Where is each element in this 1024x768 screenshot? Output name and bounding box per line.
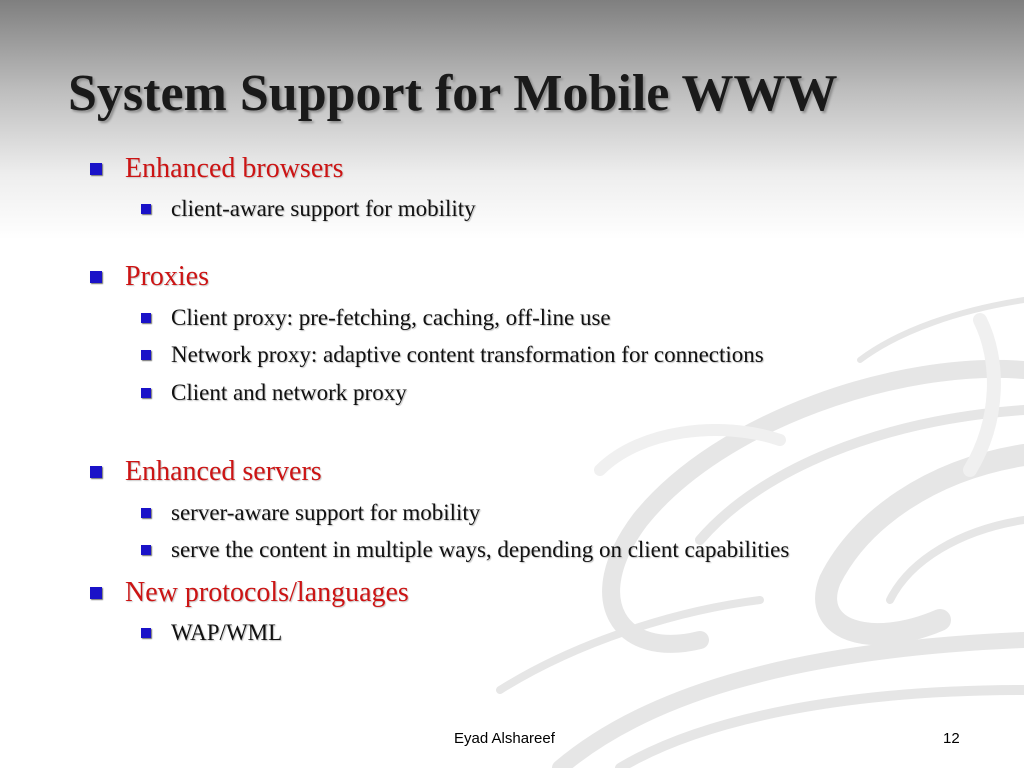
bullet-enhanced-browsers [90,152,343,186]
square-bullet-icon [141,628,151,638]
sub-bullet [141,194,476,224]
square-bullet-icon [141,545,151,555]
sub-bullet-text: server-aware support for mobility [171,500,481,525]
sub-bullet [141,340,764,370]
square-bullet-icon [141,388,151,398]
square-bullet-icon [141,350,151,360]
sub-bullet-text: WAP/WML [171,620,283,645]
sub-bullet-text: serve the content in multiple ways, depending on client capabilities [171,537,790,562]
square-bullet-icon [141,204,151,214]
bullet-label: New protocols/languages [125,577,409,608]
bullet-label: Enhanced servers [125,456,322,487]
sub-bullet-text: Network proxy: adaptive content transformation for connections [171,342,764,367]
sub-bullet-text: Client and network proxy [171,380,407,405]
sub-bullet [141,618,282,648]
square-bullet-icon [90,271,102,283]
bullet-proxies [90,260,209,294]
bullet-label: Proxies [125,261,209,292]
square-bullet-icon [90,163,102,175]
sub-bullet-text: Client proxy: pre-fetching, caching, off-line use [171,305,611,330]
bullet-label: Enhanced browsers [125,153,344,184]
sub-bullet [141,498,480,528]
sub-bullet-text: client-aware support for mobility [171,196,476,221]
bullet-enhanced-servers [90,455,322,489]
bullet-new-protocols [90,576,409,610]
square-bullet-icon [141,508,151,518]
square-bullet-icon [90,466,102,478]
sub-bullet [141,535,789,565]
sub-bullet [141,378,407,408]
slide-number: 12 [943,730,960,747]
slide-title: System Support for Mobile WWW [68,65,838,122]
square-bullet-icon [141,313,151,323]
footer-author: Eyad Alshareef [454,730,555,747]
square-bullet-icon [90,587,102,599]
sub-bullet [141,303,611,333]
